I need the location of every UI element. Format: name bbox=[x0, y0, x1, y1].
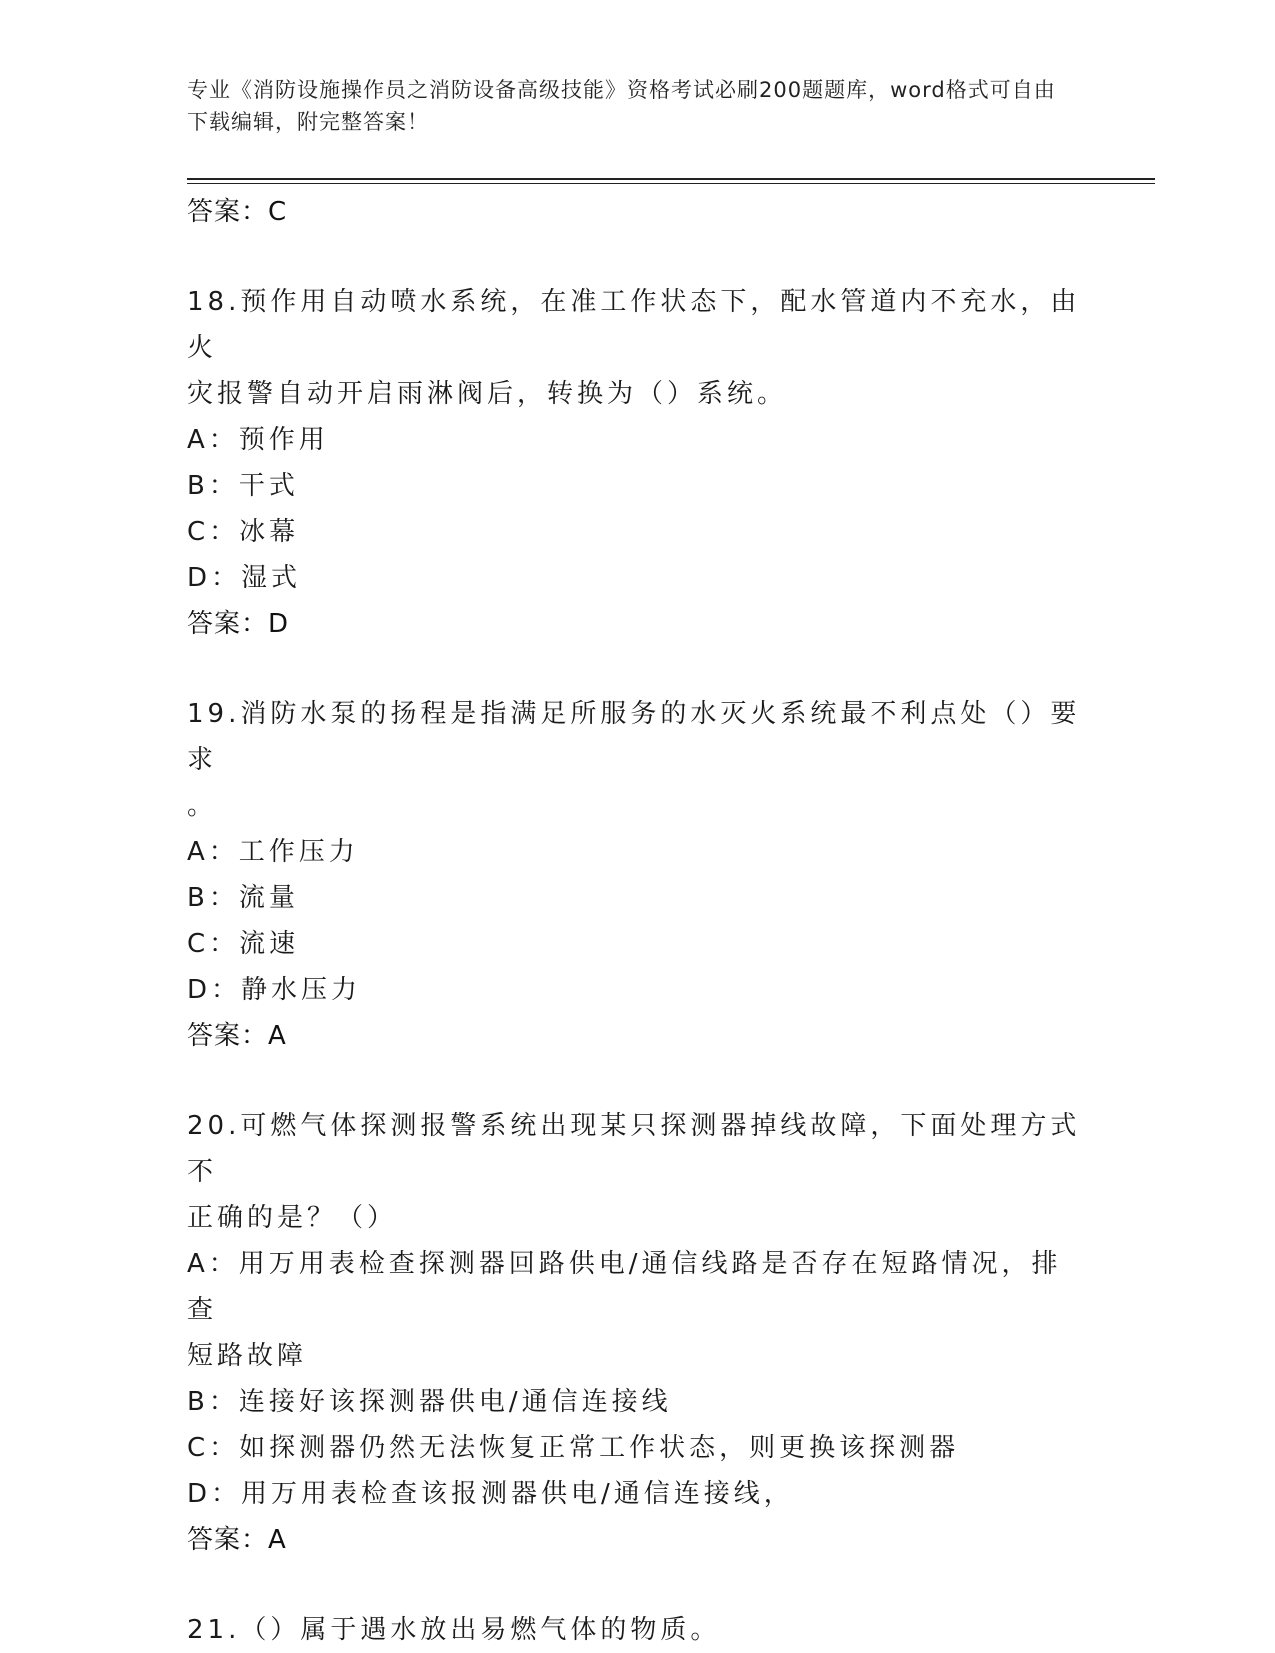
question-block bbox=[187, 1607, 1087, 1653]
answer-line: 答案：C bbox=[187, 197, 288, 227]
option-a: A：预作用 bbox=[187, 425, 329, 455]
question-text: 18.预作用自动喷水系统，在准工作状态下，配水管道内不充水，由火 bbox=[187, 287, 1081, 363]
option-c: C：如探测器仍然无法恢复正常工作状态，则更换该探测器 bbox=[187, 1433, 960, 1463]
question-text: 19.消防水泵的扬程是指满足所服务的水灭火系统最不利点处（）要求 bbox=[187, 699, 1081, 775]
spacer bbox=[187, 647, 1087, 691]
question-content bbox=[187, 189, 1087, 1653]
answer-line: 答案：A bbox=[187, 1021, 287, 1051]
option-d: D：用万用表检查该报测器供电/通信连接线， bbox=[187, 1479, 794, 1509]
question-block bbox=[187, 691, 1087, 1059]
spacer bbox=[187, 1563, 1087, 1607]
spacer bbox=[187, 1059, 1087, 1103]
question-text: 20.可燃气体探测报警系统出现某只探测器掉线故障，下面处理方式不 bbox=[187, 1111, 1081, 1187]
option-d: D：湿式 bbox=[187, 563, 302, 593]
header-divider-thick bbox=[187, 178, 1155, 180]
option-b: B：流量 bbox=[187, 883, 299, 913]
option-c: C：流速 bbox=[187, 929, 300, 959]
option-a: A：工作压力 bbox=[187, 837, 359, 867]
question-text: 。 bbox=[187, 791, 218, 821]
answer-line: 答案：D bbox=[187, 609, 290, 639]
header-divider-thin bbox=[187, 183, 1155, 184]
option-a-continued: 短路故障 bbox=[187, 1341, 308, 1371]
option-c: C：冰幕 bbox=[187, 517, 300, 547]
question-text: 正确的是？（） bbox=[187, 1203, 398, 1233]
spacer bbox=[187, 235, 1087, 279]
question-block bbox=[187, 279, 1087, 647]
question-text: 灾报警自动开启雨淋阀后，转换为（）系统。 bbox=[187, 379, 788, 409]
question-block bbox=[187, 1103, 1087, 1563]
question-text: 21.（）属于遇水放出易燃气体的物质。 bbox=[187, 1615, 721, 1645]
option-a: A：用万用表检查探测器回路供电/通信线路是否存在短路情况，排查 bbox=[187, 1249, 1062, 1325]
answer-line: 答案：A bbox=[187, 1525, 287, 1555]
option-b: B：干式 bbox=[187, 471, 299, 501]
option-d: D：静水压力 bbox=[187, 975, 362, 1005]
document-intro-text: 专业《消防设施操作员之消防设备高级技能》资格考试必刷200题题库，word格式可自由下载编辑，附完整答案！ bbox=[187, 78, 1056, 134]
option-b: B：连接好该探测器供电/通信连接线 bbox=[187, 1387, 672, 1417]
